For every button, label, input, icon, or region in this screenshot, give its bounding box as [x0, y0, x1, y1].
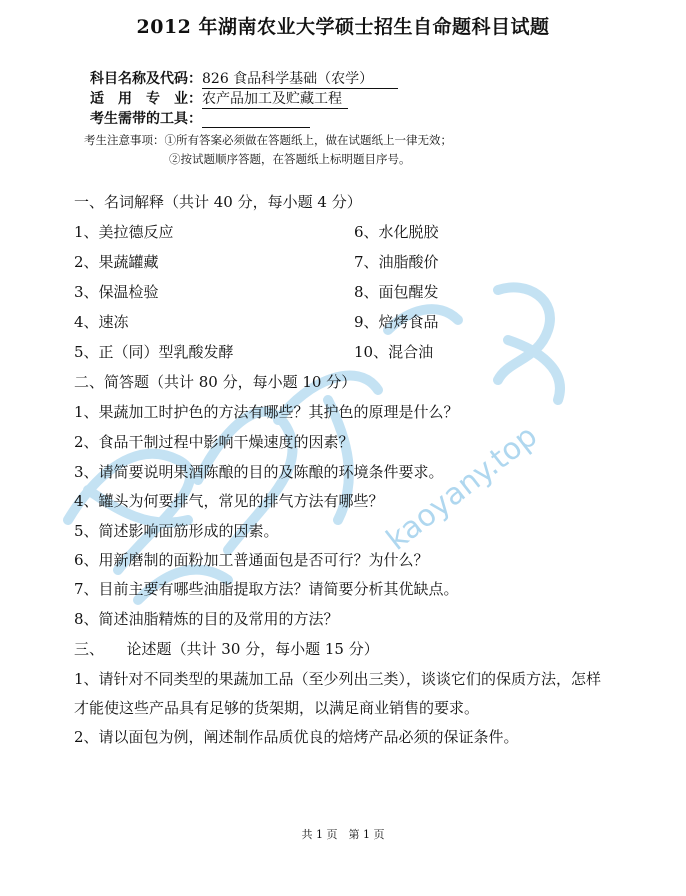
subject-label: 科目名称及代码： — [90, 71, 202, 87]
section1-heading: 一、名词解释（共计 40 分，每小题 4 分） — [74, 193, 362, 211]
question-item: 1、果蔬加工时护色的方法有哪些？其护色的原理是什么？ — [74, 403, 459, 421]
term-item: 9、焙烤食品 — [354, 313, 439, 331]
tools-row — [90, 108, 310, 128]
major-label: 适 用 专 业： — [90, 91, 202, 107]
term-item: 6、水化脱胶 — [354, 223, 439, 241]
question-item: 7、目前主要有哪些油脂提取方法？请简要分析其优缺点。 — [74, 580, 459, 598]
essay-question-1-line-1: 1、请针对不同类型的果蔬加工品（至少列出三类），谈谈它们的保质方法，怎样 — [74, 670, 602, 688]
term-item: 10、混合油 — [354, 343, 434, 361]
question-item: 2、食品干制过程中影响干燥速度的因素？ — [74, 433, 354, 451]
essay-question-2: 2、请以面包为例，阐述制作品质优良的焙烤产品必须的保证条件。 — [74, 728, 519, 746]
notes-label: 考生注意事项： — [84, 133, 165, 147]
watermark-url: kaoyany.top — [380, 418, 545, 558]
notes-text-1: ①所有答案必须做在答题纸上，做在试题纸上一律无效； — [164, 133, 452, 147]
subject-value: 826 食品科学基础（农学） — [202, 68, 398, 89]
major-value: 农产品加工及贮藏工程 — [202, 88, 348, 109]
section3-heading: 三、 论述题（共计 30 分，每小题 15 分） — [74, 640, 379, 658]
notes-line-1 — [84, 132, 452, 148]
tools-label: 考生需带的工具： — [90, 111, 202, 127]
exam-title: 2012 年湖南农业大学硕士招生自命题科目试题 — [136, 16, 550, 38]
term-item: 8、面包醒发 — [354, 283, 439, 301]
tools-blank — [202, 113, 310, 128]
question-item: 8、简述油脂精炼的目的及常用的方法？ — [74, 610, 339, 628]
question-item: 6、用新磨制的面粉加工普通面包是否可行？为什么？ — [74, 551, 429, 569]
question-item: 3、请简要说明果酒陈酿的目的及陈酿的环境条件要求。 — [74, 463, 444, 481]
term-item: 2、果蔬罐藏 — [74, 253, 159, 271]
section2-heading: 二、简答题（共计 80 分，每小题 10 分） — [74, 373, 357, 391]
subject-row — [90, 68, 398, 89]
question-item: 4、罐头为何要排气，常见的排气方法有哪些？ — [74, 492, 384, 510]
term-item: 5、正（同）型乳酸发酵 — [74, 343, 234, 361]
page-footer: 共 1 页 第 1 页 — [301, 828, 385, 841]
question-item: 5、简述影响面筋形成的因素。 — [74, 522, 279, 540]
essay-question-1-line-2: 才能使这些产品具有足够的货架期，以满足商业销售的要求。 — [74, 699, 480, 717]
term-item: 7、油脂酸价 — [354, 253, 439, 271]
notes-text-2: ②按试题顺序答题，在答题纸上标明题目序号。 — [169, 152, 411, 166]
major-row — [90, 88, 348, 109]
term-item: 3、保温检验 — [74, 283, 159, 301]
term-item: 1、美拉德反应 — [74, 223, 174, 241]
term-item: 4、速冻 — [74, 313, 129, 331]
